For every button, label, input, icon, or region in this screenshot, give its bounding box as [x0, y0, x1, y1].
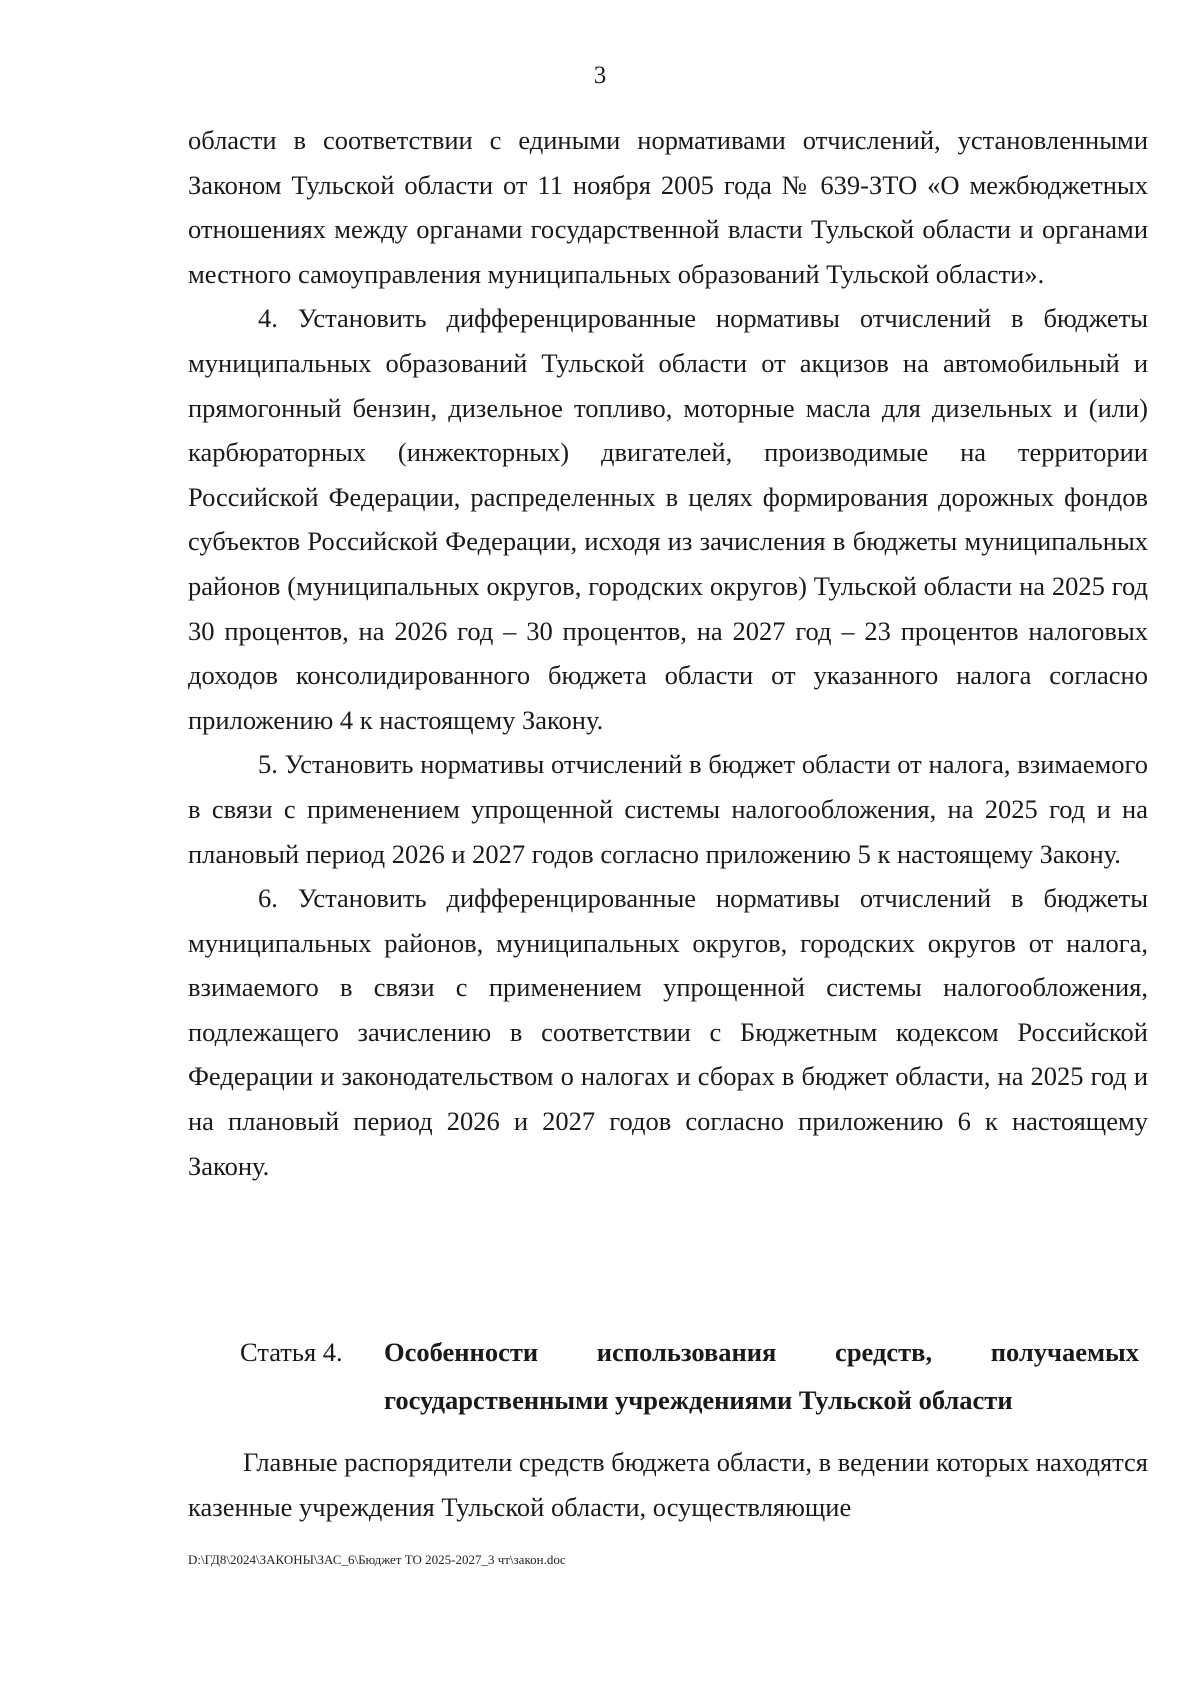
footer-file-path: D:\ГД8\2024\ЗАКОНЫ\ЗАС_6\Бюджет ТО 2025-2027_3 чт\закон.doc [188, 1552, 566, 1567]
main-text [188, 118, 1148, 1188]
article-heading [188, 1328, 1148, 1424]
paragraph-item-5: 5. Установить нормативы отчислений в бюджет области от налога, взимаемого в связи с применением упрощенной системы налогообложения, на 2025 год и на плановый период 2026 и 2027 годов согласно приложению 5 к настоящему Закону. [188, 749, 1148, 869]
article-label: Статья 4. [240, 1337, 343, 1367]
article-title: Особенности использования средств, получаемых государственными учреждениями Тульской области [384, 1337, 1139, 1415]
paragraph-item-6: 6. Установить дифференцированные нормативы отчислений в бюджеты муниципальных районов, муниципальных округов, городских округов от налога, взимаемого в связи с применением упрощенной системы налогообложения, подлежащего зачислению в соответствии с Бюджетным кодексом Российской Федерации и законодательством о налогах и сборах в бюджет области, на 2025 год и на плановый период 2026 и 2027 годов согласно приложению 6 к настоящему Закону. [188, 883, 1148, 1181]
paragraph-item-4: 4. Установить дифференцированные нормативы отчислений в бюджеты муниципальных образований Тульской области от акцизов на автомобильный и прямогонный бензин, дизельное топливо, моторные масла для дизельных и (или) карбюраторных (инжекторных) двигателей, производимые на территории Российской Федерации, распределенных в целях формирования дорожных фондов субъектов Российской Федерации, исходя из зачисления в бюджеты муниципальных районов (муниципальных округов, городских округов) Тульской области на 2025 год 30 процентов, на 2026 год – 30 процентов, на 2027 год – 23 процентов налоговых доходов консолидированного бюджета области от указанного налога согласно приложению 4 к настоящему Закону. [188, 303, 1148, 735]
article-body: Главные распорядители средств бюджета области, в ведении которых находятся казенные учреждения Тульской области, осуществляющие [188, 1447, 1148, 1522]
paragraph-continuation: области в соответствии с едиными нормативами отчислений, установленными Законом Тульской области от 11 ноября 2005 года № 639-ЗТО «О межбюджетных отношениях между органами государственной власти Тульской области и органами местного самоуправления муниципальных образований Тульской области». [188, 125, 1148, 289]
page-number: 3 [593, 62, 607, 89]
